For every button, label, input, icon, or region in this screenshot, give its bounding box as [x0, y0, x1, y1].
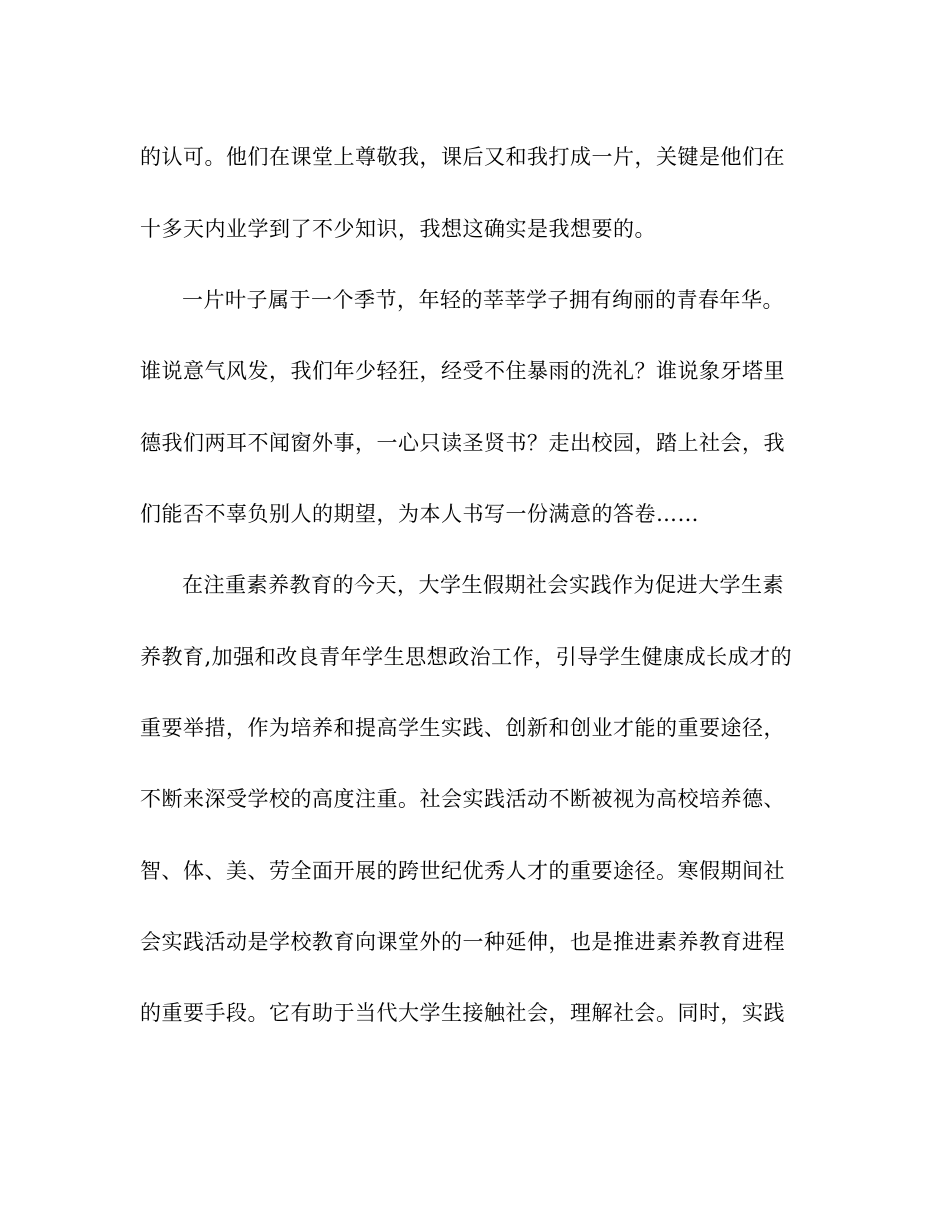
- text-line-13: 的重要手段。它有助于当代大学生接触社会，理解社会。同时，实践: [140, 1001, 785, 1025]
- text-line-2: 十多天内业学到了不少知识，我想这确实是我想要的。: [140, 217, 656, 241]
- text-line-12: 会实践活动是学校教育向课堂外的一种延伸，也是推进素养教育进程: [140, 930, 785, 954]
- paragraph-start-line-7: 在注重素养教育的今天，大学生假期社会实践作为促进大学生素: [182, 573, 784, 597]
- paragraph-start-line-3: 一片叶子属于一个季节，年轻的莘莘学子拥有绚丽的青春年华。: [182, 288, 784, 312]
- text-line-11: 智、体、美、劳全面开展的跨世纪优秀人才的重要途径。寒假期间社: [140, 859, 785, 883]
- text-line-8: 养教育,加强和改良青年学生思想政治工作，引导学生健康成长成才的: [140, 645, 793, 669]
- text-line-1: 的认可。他们在课堂上尊敬我，课后又和我打成一片，关键是他们在: [140, 145, 785, 169]
- text-line-10: 不断来深受学校的高度注重。社会实践活动不断被视为高校培养德、: [140, 787, 785, 811]
- text-line-9: 重要举措，作为培养和提高学生实践、创新和创业才能的重要途径，: [140, 716, 785, 740]
- text-line-6: 们能否不辜负别人的期望，为本人书写一份满意的答卷……: [140, 502, 699, 526]
- text-line-4: 谁说意气风发，我们年少轻狂，经受不住暴雨的洗礼？谁说象牙塔里: [140, 359, 785, 383]
- text-line-5: 德我们两耳不闻窗外事，一心只读圣贤书？走出校园，踏上社会，我: [140, 431, 785, 455]
